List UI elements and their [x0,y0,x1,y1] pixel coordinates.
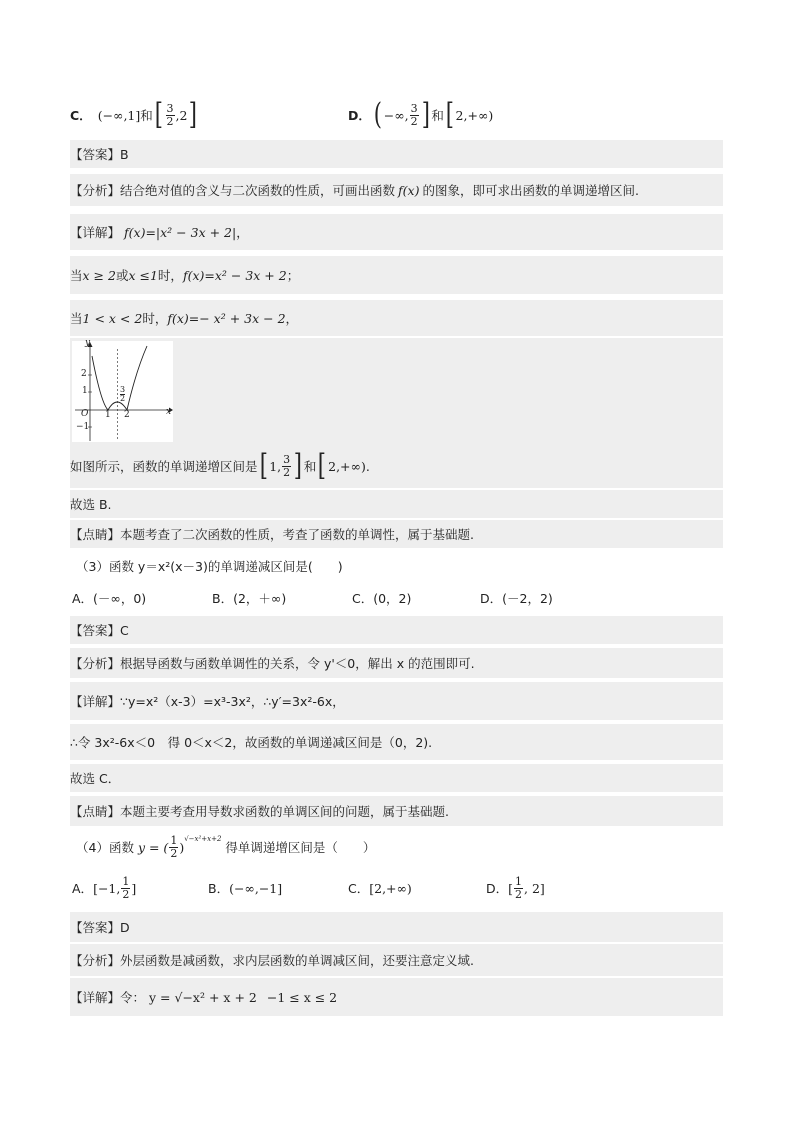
graph-vertex-fraction: 3 2 [120,385,126,403]
q4-detail: 【详解】令： y = √−x² + x + 2 −1 ≤ x ≤ 2 [70,978,723,1016]
option-c-part1: (−∞,1] [97,107,141,123]
q2-answer: 【答案】B [70,140,723,168]
q4-option-b: B． (−∞,−1] [208,880,283,896]
left-bracket: [ [154,97,163,132]
graph-tick-1: 1 [82,386,88,396]
option-d-label: D． [348,108,371,123]
option-c-he: 和 [140,108,153,123]
q2-case2: 当 1 < x < 2 时， f(x)=− x² + 3x − 2 ， [70,300,723,336]
q4-exponent: √−x²+x+2 [184,835,222,843]
q3-option-b: B．(2，＋∞) [212,591,287,606]
q2-case1: 当 x ≥ 2 或 x ≤1 时， f(x)=x² − 3x + 2 ； [70,256,723,294]
q4-option-d: D． [ $\frac{1}{2}$ , 2] [486,874,545,901]
graph-x-label: x [166,407,172,417]
q3-options [70,584,723,612]
graph-origin: O [81,409,89,419]
q3-option-d: D．(－2，2) [480,591,553,606]
q2-result: 如图所示，函数的单调递增区间是 [ 1, $\frac{3}{2}$ ] 和 [ 2,+∞) . [70,444,723,488]
q2-options-row [70,95,723,135]
q4-option-a: A． [−1, $\frac{1}{2}$ ] [72,874,137,901]
q3-option-c: C．(0，2) [352,591,412,606]
option-c-label: C． [70,108,92,123]
q3-detail: 【详解】∵y=x²（x-3）=x³-3x²，∴y′=3x²-6x， [70,682,723,720]
q4-stem: （4）函数 y = ( $\frac{1}{2}$ ) √−x²+x+2 得单调递增区间是（ ） [76,833,376,860]
q4-option-c: C． [2,+∞) [348,880,412,896]
q3-solve: ∴令 3x²-6x＜0 得 0＜x＜2，故函数的单调递减区间是（0，2). [70,724,723,760]
q4-answer: 【答案】D [70,912,723,942]
option-c-tail: ,2 [175,107,188,123]
q4-analysis: 【分析】外层函数是减函数，求内层函数的单调减区间，还要注意定义域. [70,944,723,976]
q3-answer: 【答案】C [70,616,723,644]
q2-detail: 【详解】 f(x)=|x² − 3x + 2| ， [70,214,723,250]
q3-stem: （3）函数 y＝x²(x－3)的单调递减区间是( ) [76,559,343,574]
q2-choose: 故选 B. [70,490,723,518]
graph-xtick-1: 1 [105,410,111,420]
function-graph [72,338,173,442]
q3-comment: 【点睛】本题主要考查用导数求函数的单调区间的问题，属于基础题. [70,796,723,826]
option-d-value: ( −∞, $\frac{3}{2}$ ] 和 [ 2,+∞) [373,97,494,132]
q2-analysis: 【分析】结合绝对值的含义与二次函数的性质，可画出函数 f(x) 的图象，即可求出函数的单调递增区间. [70,174,723,206]
graph-xtick-2: 2 [124,410,130,420]
graph-y-label: y [85,338,91,348]
q3-choose: 故选 C． [70,764,723,792]
graph-tick-2: 2 [81,369,87,379]
graph-tick-neg1: −1 [76,422,90,432]
q4-options [70,868,723,908]
q3-option-a: A．(－∞，0) [72,591,147,606]
q3-analysis: 【分析】根据导函数与函数单调性的关系，令 y'＜0，解出 x 的范围即可. [70,648,723,678]
option-c-fraction: $\frac{3}{2}$ [166,101,174,128]
q2-comment: 【点睛】本题考查了二次函数的性质，考查了函数的单调性，属于基础题. [70,520,723,548]
right-bracket: ] [189,97,198,132]
